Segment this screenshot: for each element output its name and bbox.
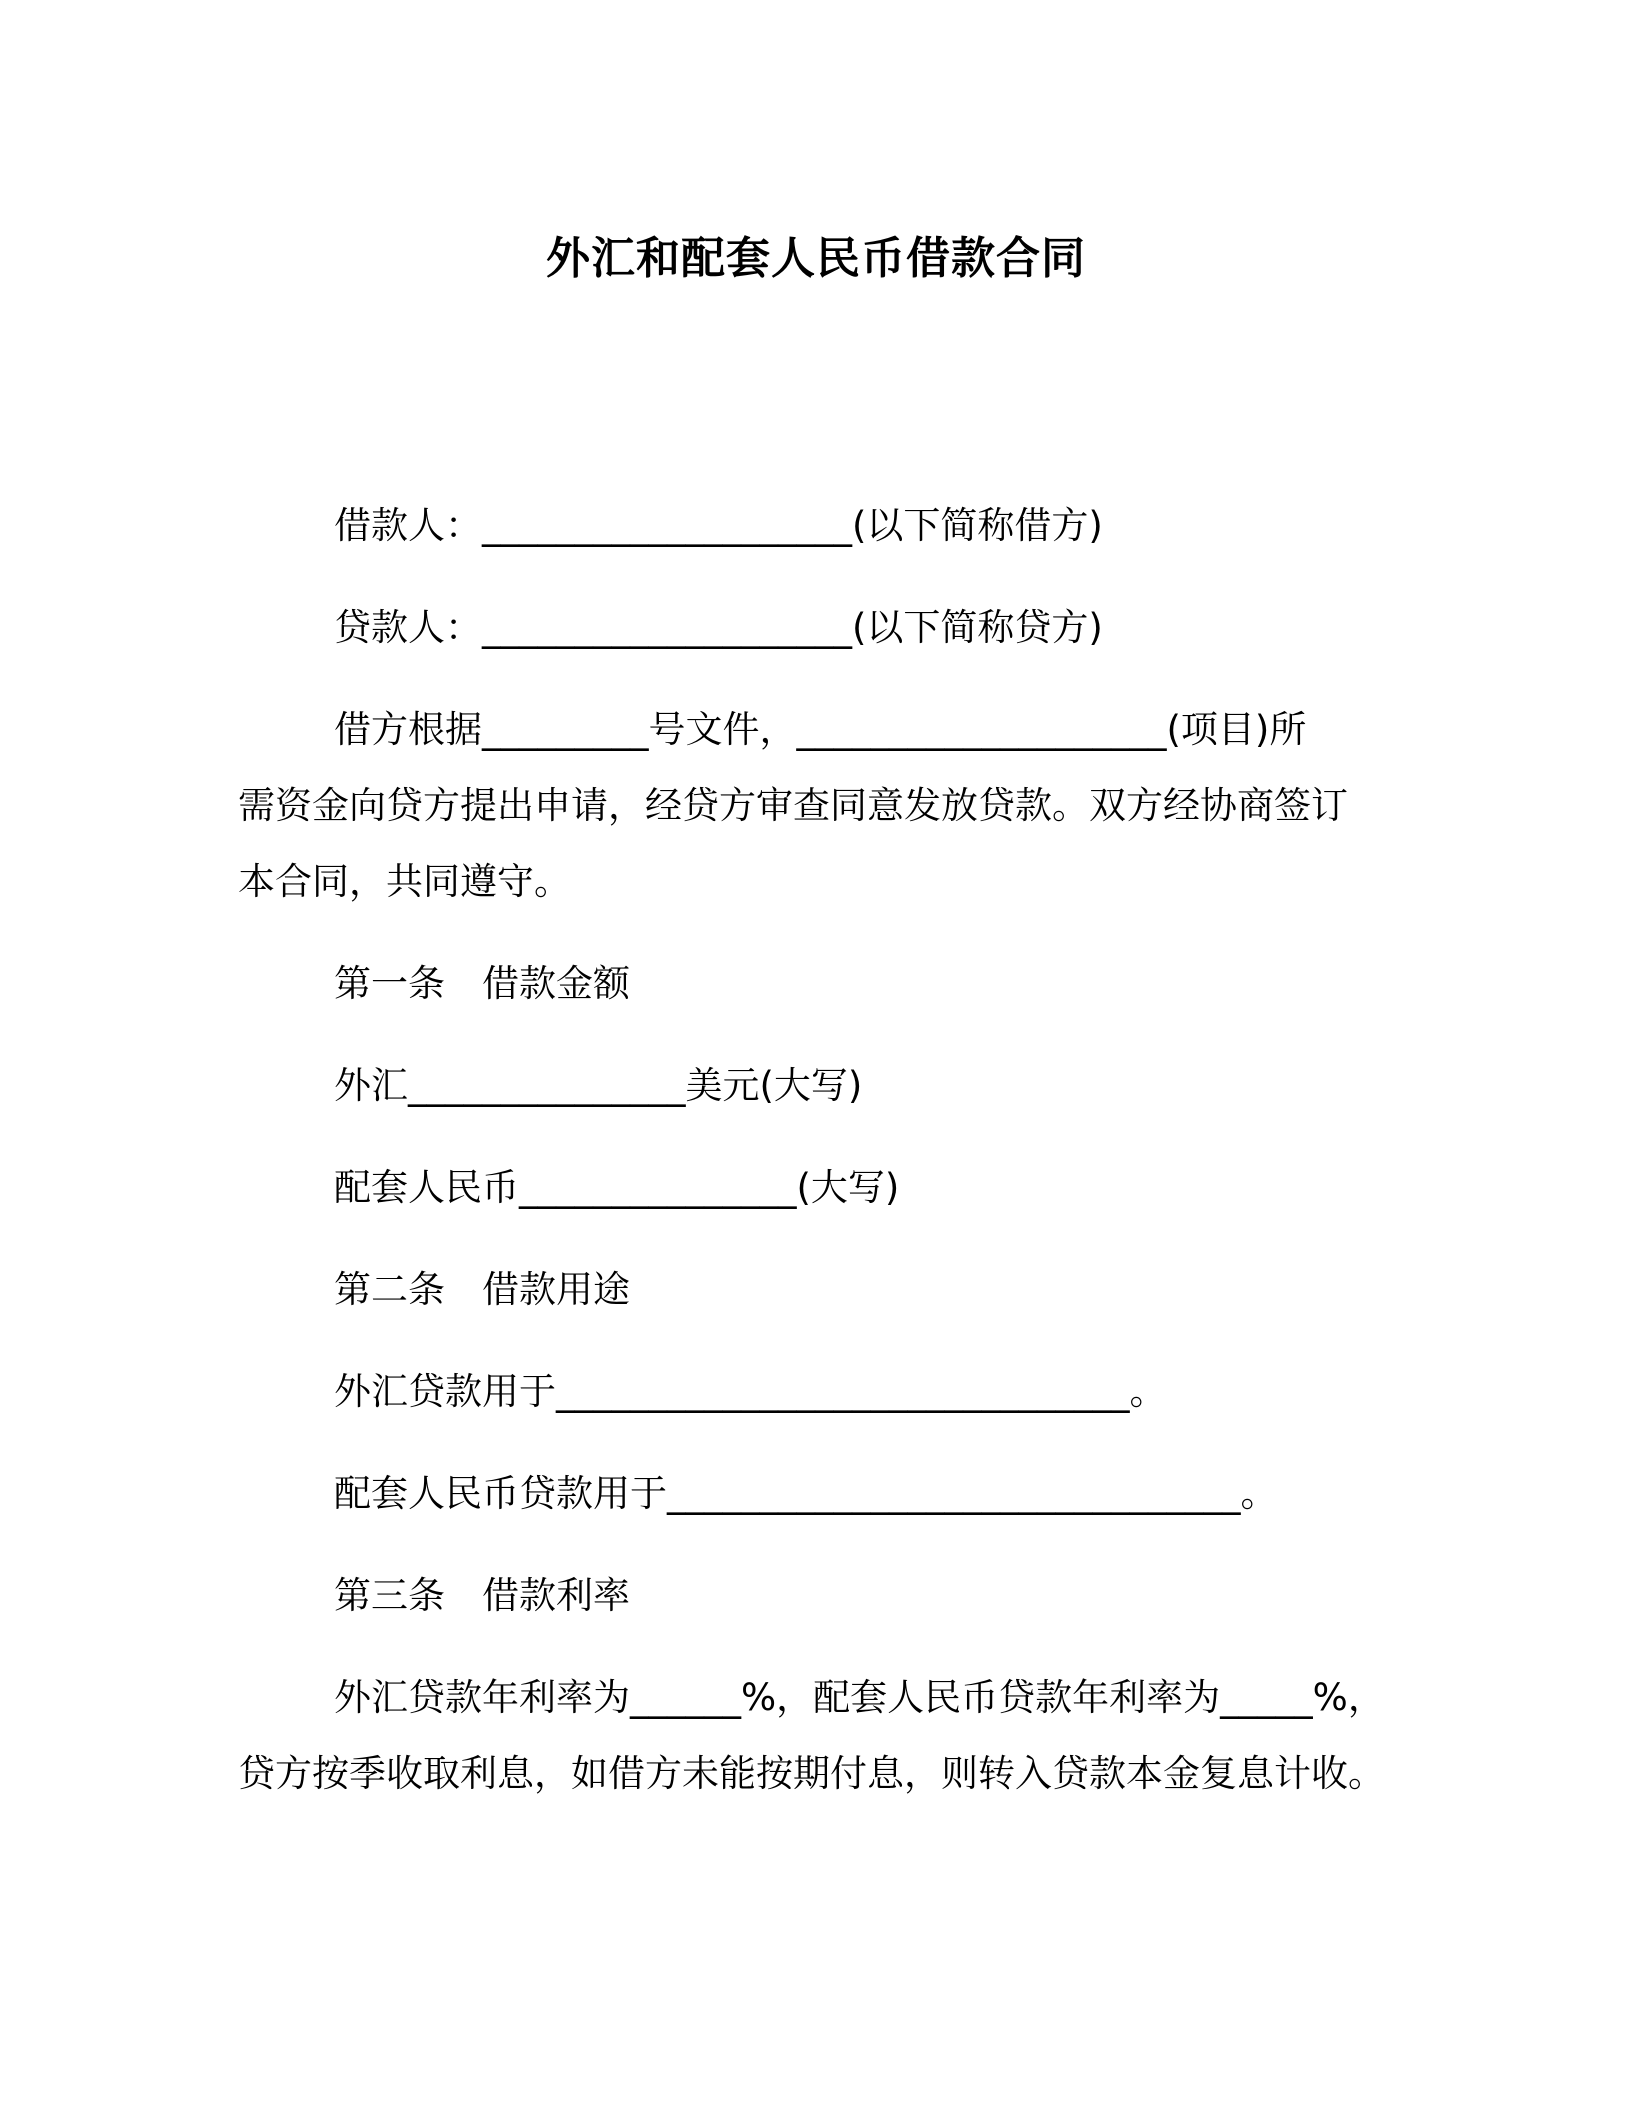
- intro-paragraph-line-2: 需资金向贷方提出申请，经贷方审查同意发放贷款。双方经协商签订: [238, 784, 1348, 827]
- document-title: 外汇和配套人民币借款合同: [546, 233, 1086, 284]
- lender-line: 贷款人：____________________(以下简称贷方): [334, 606, 1103, 649]
- rmb-amount-line: 配套人民币_______________(大写): [334, 1166, 900, 1209]
- interest-rate-line-1: 外汇贷款年利率为______%，配套人民币贷款年利率为_____%，: [334, 1676, 1385, 1719]
- rmb-loan-purpose-line: 配套人民币贷款用于_______________________________。: [334, 1472, 1278, 1515]
- article-1-heading: 第一条 借款金额: [334, 962, 630, 1005]
- borrower-line: 借款人：____________________(以下简称借方): [334, 504, 1103, 547]
- foreign-loan-purpose-line: 外汇贷款用于_______________________________。: [334, 1370, 1167, 1413]
- article-2-heading: 第二条 借款用途: [334, 1268, 630, 1311]
- interest-rate-line-2: 贷方按季收取利息，如借方未能按期付息，则转入贷款本金复息计收。: [238, 1752, 1385, 1795]
- foreign-currency-amount-line: 外汇_______________美元(大写): [334, 1064, 863, 1107]
- intro-paragraph-line-3: 本合同，共同遵守。: [238, 860, 571, 903]
- intro-paragraph-line-1: 借方根据_________号文件，____________________(项目)所: [334, 708, 1307, 751]
- article-3-heading: 第三条 借款利率: [334, 1574, 630, 1617]
